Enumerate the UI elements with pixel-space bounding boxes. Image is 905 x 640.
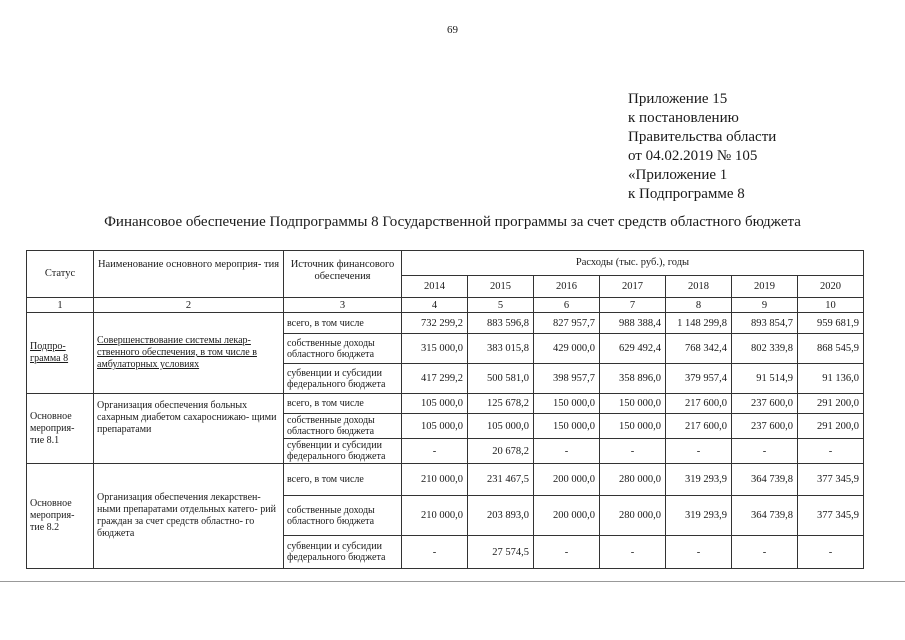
- source-cell: собственные доходы областного бюджета: [284, 414, 402, 439]
- value-cell: 802 339,8: [732, 334, 798, 364]
- table-row: [27, 464, 864, 496]
- value-cell: -: [732, 536, 798, 569]
- appendix-line: Правительства области: [628, 129, 777, 145]
- activity-name-cell: Совершенствование системы лекар- ственного обеспечения, в том числе в амбулаторных условиях: [94, 313, 284, 394]
- value-cell: -: [402, 439, 468, 464]
- value-cell: 231 467,5: [468, 464, 534, 496]
- source-cell: субвенции и субсидии федерального бюджета: [284, 439, 402, 464]
- value-cell: 883 596,8: [468, 313, 534, 334]
- column-index: 6: [534, 298, 600, 313]
- value-cell: 20 678,2: [468, 439, 534, 464]
- header-year: 2016: [534, 276, 600, 298]
- header-year: 2019: [732, 276, 798, 298]
- value-cell: 237 600,0: [732, 394, 798, 414]
- column-index: 1: [27, 298, 94, 313]
- value-cell: 959 681,9: [798, 313, 864, 334]
- value-cell: -: [666, 439, 732, 464]
- value-cell: 377 345,9: [798, 464, 864, 496]
- header-year: 2018: [666, 276, 732, 298]
- value-cell: -: [534, 439, 600, 464]
- value-cell: 280 000,0: [600, 496, 666, 536]
- value-cell: -: [666, 536, 732, 569]
- value-cell: 91 136,0: [798, 364, 864, 394]
- value-cell: 105 000,0: [468, 414, 534, 439]
- value-cell: 217 600,0: [666, 394, 732, 414]
- source-cell: субвенции и субсидии федерального бюджета: [284, 364, 402, 394]
- value-cell: 319 293,9: [666, 496, 732, 536]
- value-cell: 429 000,0: [534, 334, 600, 364]
- value-cell: 868 545,9: [798, 334, 864, 364]
- value-cell: -: [798, 439, 864, 464]
- header-funding-source: Источник финансового обеспечения: [284, 251, 402, 298]
- table-row: [27, 313, 864, 334]
- source-cell: всего, в том числе: [284, 313, 402, 334]
- appendix-line: к Подпрограмме 8: [628, 186, 745, 202]
- value-cell: 827 957,7: [534, 313, 600, 334]
- column-index: 9: [732, 298, 798, 313]
- value-cell: 319 293,9: [666, 464, 732, 496]
- value-cell: 1 148 299,8: [666, 313, 732, 334]
- value-cell: 210 000,0: [402, 496, 468, 536]
- table-row: [27, 394, 864, 414]
- value-cell: 732 299,2: [402, 313, 468, 334]
- value-cell: 988 388,4: [600, 313, 666, 334]
- value-cell: 291 200,0: [798, 414, 864, 439]
- header-expenses: Расходы (тыс. руб.), годы: [402, 251, 864, 276]
- header-year: 2014: [402, 276, 468, 298]
- document-title: Финансовое обеспечение Подпрограммы 8 Государственной программы за счет средств областного бюджета: [104, 214, 801, 230]
- value-cell: 383 015,8: [468, 334, 534, 364]
- value-cell: -: [600, 536, 666, 569]
- value-cell: 150 000,0: [534, 414, 600, 439]
- value-cell: 364 739,8: [732, 496, 798, 536]
- appendix-line: от 04.02.2019 № 105: [628, 148, 758, 164]
- appendix-line: к постановлению: [628, 110, 739, 126]
- value-cell: 629 492,4: [600, 334, 666, 364]
- source-cell: всего, в том числе: [284, 394, 402, 414]
- value-cell: 377 345,9: [798, 496, 864, 536]
- value-cell: 150 000,0: [600, 394, 666, 414]
- column-index: 7: [600, 298, 666, 313]
- column-index: 5: [468, 298, 534, 313]
- value-cell: -: [732, 439, 798, 464]
- value-cell: 358 896,0: [600, 364, 666, 394]
- appendix-line: «Приложение 1: [628, 167, 728, 183]
- header-activity-name: Наименование основного мероприя- тия: [94, 251, 284, 298]
- header-year: 2015: [468, 276, 534, 298]
- column-index: 2: [94, 298, 284, 313]
- value-cell: 105 000,0: [402, 414, 468, 439]
- value-cell: 417 299,2: [402, 364, 468, 394]
- value-cell: 150 000,0: [534, 394, 600, 414]
- status-cell: Подпро- грамма 8: [27, 313, 94, 394]
- value-cell: 27 574,5: [468, 536, 534, 569]
- activity-name-cell: Организация обеспечения лекарствен- ными препаратами отдельных катего- рий граждан за счет средств областно- го бюджета: [94, 464, 284, 569]
- value-cell: -: [798, 536, 864, 569]
- value-cell: 364 739,8: [732, 464, 798, 496]
- column-index: 10: [798, 298, 864, 313]
- value-cell: 200 000,0: [534, 496, 600, 536]
- value-cell: 893 854,7: [732, 313, 798, 334]
- source-cell: субвенции и субсидии федерального бюджета: [284, 536, 402, 569]
- status-cell: Основное мероприя- тие 8.1: [27, 394, 94, 464]
- appendix-line: Приложение 15: [628, 91, 728, 107]
- value-cell: -: [534, 536, 600, 569]
- value-cell: 500 581,0: [468, 364, 534, 394]
- page-number: 69: [447, 24, 458, 36]
- value-cell: 150 000,0: [600, 414, 666, 439]
- value-cell: 398 957,7: [534, 364, 600, 394]
- value-cell: 379 957,4: [666, 364, 732, 394]
- column-index: 4: [402, 298, 468, 313]
- value-cell: 125 678,2: [468, 394, 534, 414]
- value-cell: 210 000,0: [402, 464, 468, 496]
- value-cell: 768 342,4: [666, 334, 732, 364]
- page-edge-divider: [0, 581, 905, 582]
- value-cell: 291 200,0: [798, 394, 864, 414]
- value-cell: 203 893,0: [468, 496, 534, 536]
- value-cell: 237 600,0: [732, 414, 798, 439]
- activity-name-cell: Организация обеспечения больных сахарным диабетом сахароснижаю- щими препаратами: [94, 394, 284, 464]
- column-index-row: [27, 298, 864, 313]
- value-cell: 105 000,0: [402, 394, 468, 414]
- financing-table: [26, 250, 864, 569]
- column-index: 8: [666, 298, 732, 313]
- value-cell: -: [402, 536, 468, 569]
- header-year: 2020: [798, 276, 864, 298]
- value-cell: 91 514,9: [732, 364, 798, 394]
- value-cell: 200 000,0: [534, 464, 600, 496]
- status-cell: Основное мероприя- тие 8.2: [27, 464, 94, 569]
- appendix-header: [628, 90, 776, 204]
- header-status: Статус: [27, 251, 94, 298]
- header-year: 2017: [600, 276, 666, 298]
- source-cell: собственные доходы областного бюджета: [284, 334, 402, 364]
- column-index: 3: [284, 298, 402, 313]
- source-cell: всего, в том числе: [284, 464, 402, 496]
- value-cell: 315 000,0: [402, 334, 468, 364]
- source-cell: собственные доходы областного бюджета: [284, 496, 402, 536]
- value-cell: 280 000,0: [600, 464, 666, 496]
- value-cell: -: [600, 439, 666, 464]
- value-cell: 217 600,0: [666, 414, 732, 439]
